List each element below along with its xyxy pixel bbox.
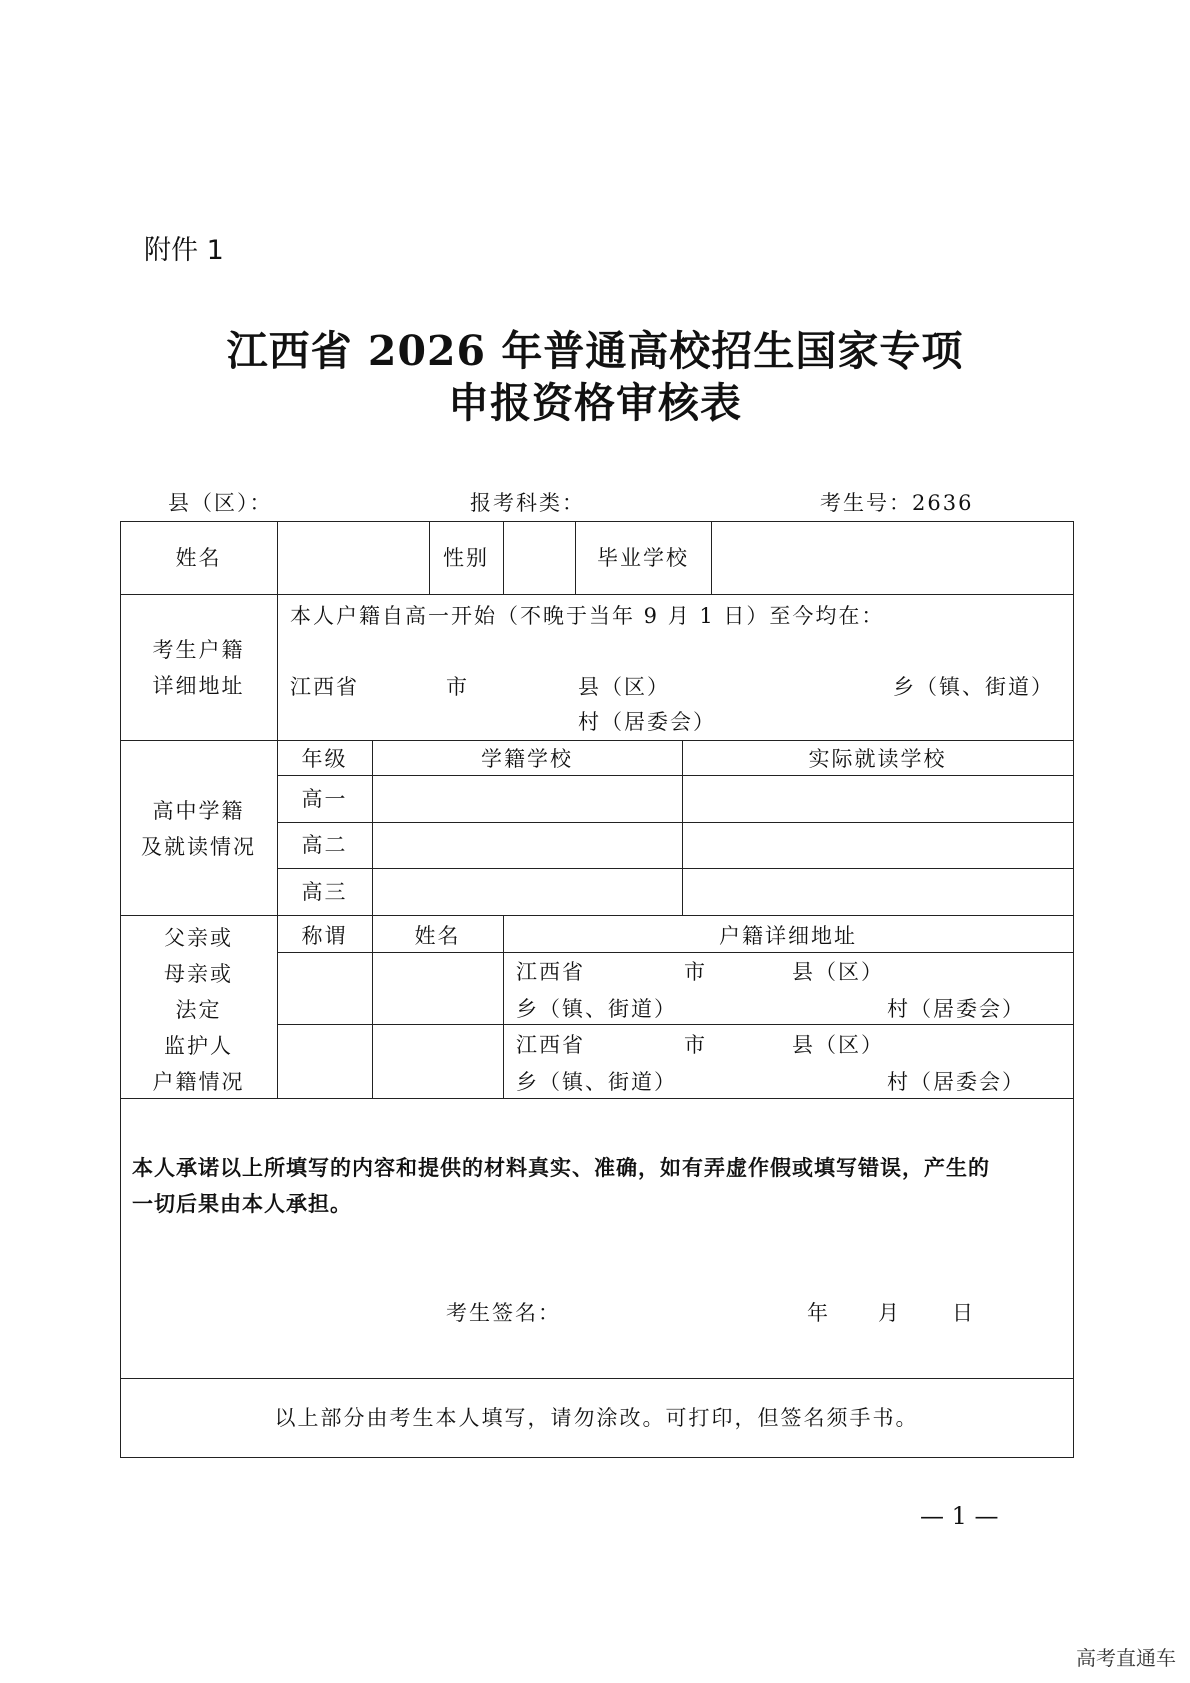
guardian1-city: 市 — [684, 960, 707, 984]
signature-label: 考生签名： — [446, 1301, 561, 1325]
form-title-line1: 江西省 2026 年普通高校招生国家专项 — [226, 327, 964, 375]
guardian2-city: 市 — [684, 1033, 707, 1057]
guardian2-township: 乡（镇、街道） — [516, 1070, 677, 1094]
guardian2-province: 江西省 — [516, 1033, 585, 1057]
header-exam-number: 考生号：2636 — [820, 491, 974, 515]
grade-row-1: 高一 — [301, 787, 348, 811]
highschool-label-line1: 高中学籍 — [152, 799, 245, 823]
grade-row-2: 高二 — [301, 833, 348, 857]
attachment-label: 附件 1 — [144, 235, 224, 266]
guardian-label-line1: 父亲或 — [164, 926, 233, 950]
guardian-label-line2: 母亲或 — [164, 962, 233, 986]
graduation-school-field[interactable] — [712, 522, 1072, 593]
page-number: — 1 — — [920, 1502, 999, 1530]
guardian-relation-field-2[interactable] — [278, 1025, 371, 1097]
guardian1-township: 乡（镇、街道） — [516, 997, 677, 1021]
watermark: 高考直通车 — [1076, 1646, 1176, 1670]
highschool-label-line2: 及就读情况 — [141, 835, 256, 859]
guardian2-village: 村（居委会） — [887, 1070, 1025, 1094]
guardian-label-line4: 监护人 — [164, 1034, 233, 1058]
actual-school-field-2[interactable] — [683, 823, 1072, 867]
date-year: 年 — [807, 1301, 830, 1325]
gender-field[interactable] — [504, 522, 574, 593]
residence-statement: 本人户籍自高一开始（不晚于当年 9 月 1 日）至今均在： — [290, 604, 885, 628]
actual-school-field-1[interactable] — [683, 776, 1072, 821]
residence-label-line1: 考生户籍 — [152, 638, 245, 662]
commitment-line2: 一切后果由本人承担。 — [132, 1191, 352, 1216]
registered-school-column-header: 学籍学校 — [481, 747, 573, 771]
residence-county: 县（区） — [578, 675, 670, 699]
residence-province: 江西省 — [290, 675, 359, 699]
guardian-name-column-header: 姓名 — [414, 924, 461, 948]
guardian2-county: 县（区） — [792, 1033, 884, 1057]
form-title-line2: 申报资格审核表 — [448, 379, 742, 427]
header-county-label: 县（区）： — [168, 491, 273, 515]
guardian-name-field-2[interactable] — [373, 1025, 502, 1097]
footer-note: 以上部分由考生本人填写，请勿涂改。可打印，但签名须手书。 — [274, 1406, 919, 1430]
registered-school-field-3[interactable] — [373, 869, 681, 914]
actual-school-column-header: 实际就读学校 — [808, 747, 947, 771]
guardian1-village: 村（居委会） — [887, 997, 1025, 1021]
residence-village: 村（居委会） — [578, 710, 716, 734]
guardian-label-line5: 户籍情况 — [152, 1070, 245, 1094]
date-month: 月 — [878, 1301, 901, 1325]
grade-column-header: 年级 — [301, 747, 348, 771]
relation-column-header: 称谓 — [301, 924, 348, 948]
grade-row-3: 高三 — [301, 880, 348, 904]
commitment-line1: 本人承诺以上所填写的内容和提供的材料真实、准确，如有弄虚作假或填写错误，产生的 — [132, 1155, 990, 1180]
residence-label-line2: 详细地址 — [152, 674, 245, 698]
header-subject-label: 报考科类： — [470, 491, 585, 515]
address-column-header: 户籍详细地址 — [719, 924, 857, 948]
guardian-relation-field-1[interactable] — [278, 953, 371, 1023]
date-day: 日 — [952, 1301, 975, 1325]
guardian1-province: 江西省 — [516, 960, 585, 984]
residence-township: 乡（镇、街道） — [893, 675, 1054, 699]
registered-school-field-2[interactable] — [373, 823, 681, 867]
name-label: 姓名 — [175, 546, 222, 570]
graduation-school-label: 毕业学校 — [597, 546, 689, 570]
registered-school-field-1[interactable] — [373, 776, 681, 821]
gender-label: 性别 — [443, 546, 489, 570]
guardian-name-field-1[interactable] — [373, 953, 502, 1023]
signature-field[interactable] — [560, 1294, 780, 1330]
actual-school-field-3[interactable] — [683, 869, 1072, 914]
guardian-label-line3: 法定 — [175, 998, 222, 1022]
name-field[interactable] — [278, 522, 428, 593]
guardian1-county: 县（区） — [792, 960, 884, 984]
residence-city: 市 — [446, 675, 469, 699]
